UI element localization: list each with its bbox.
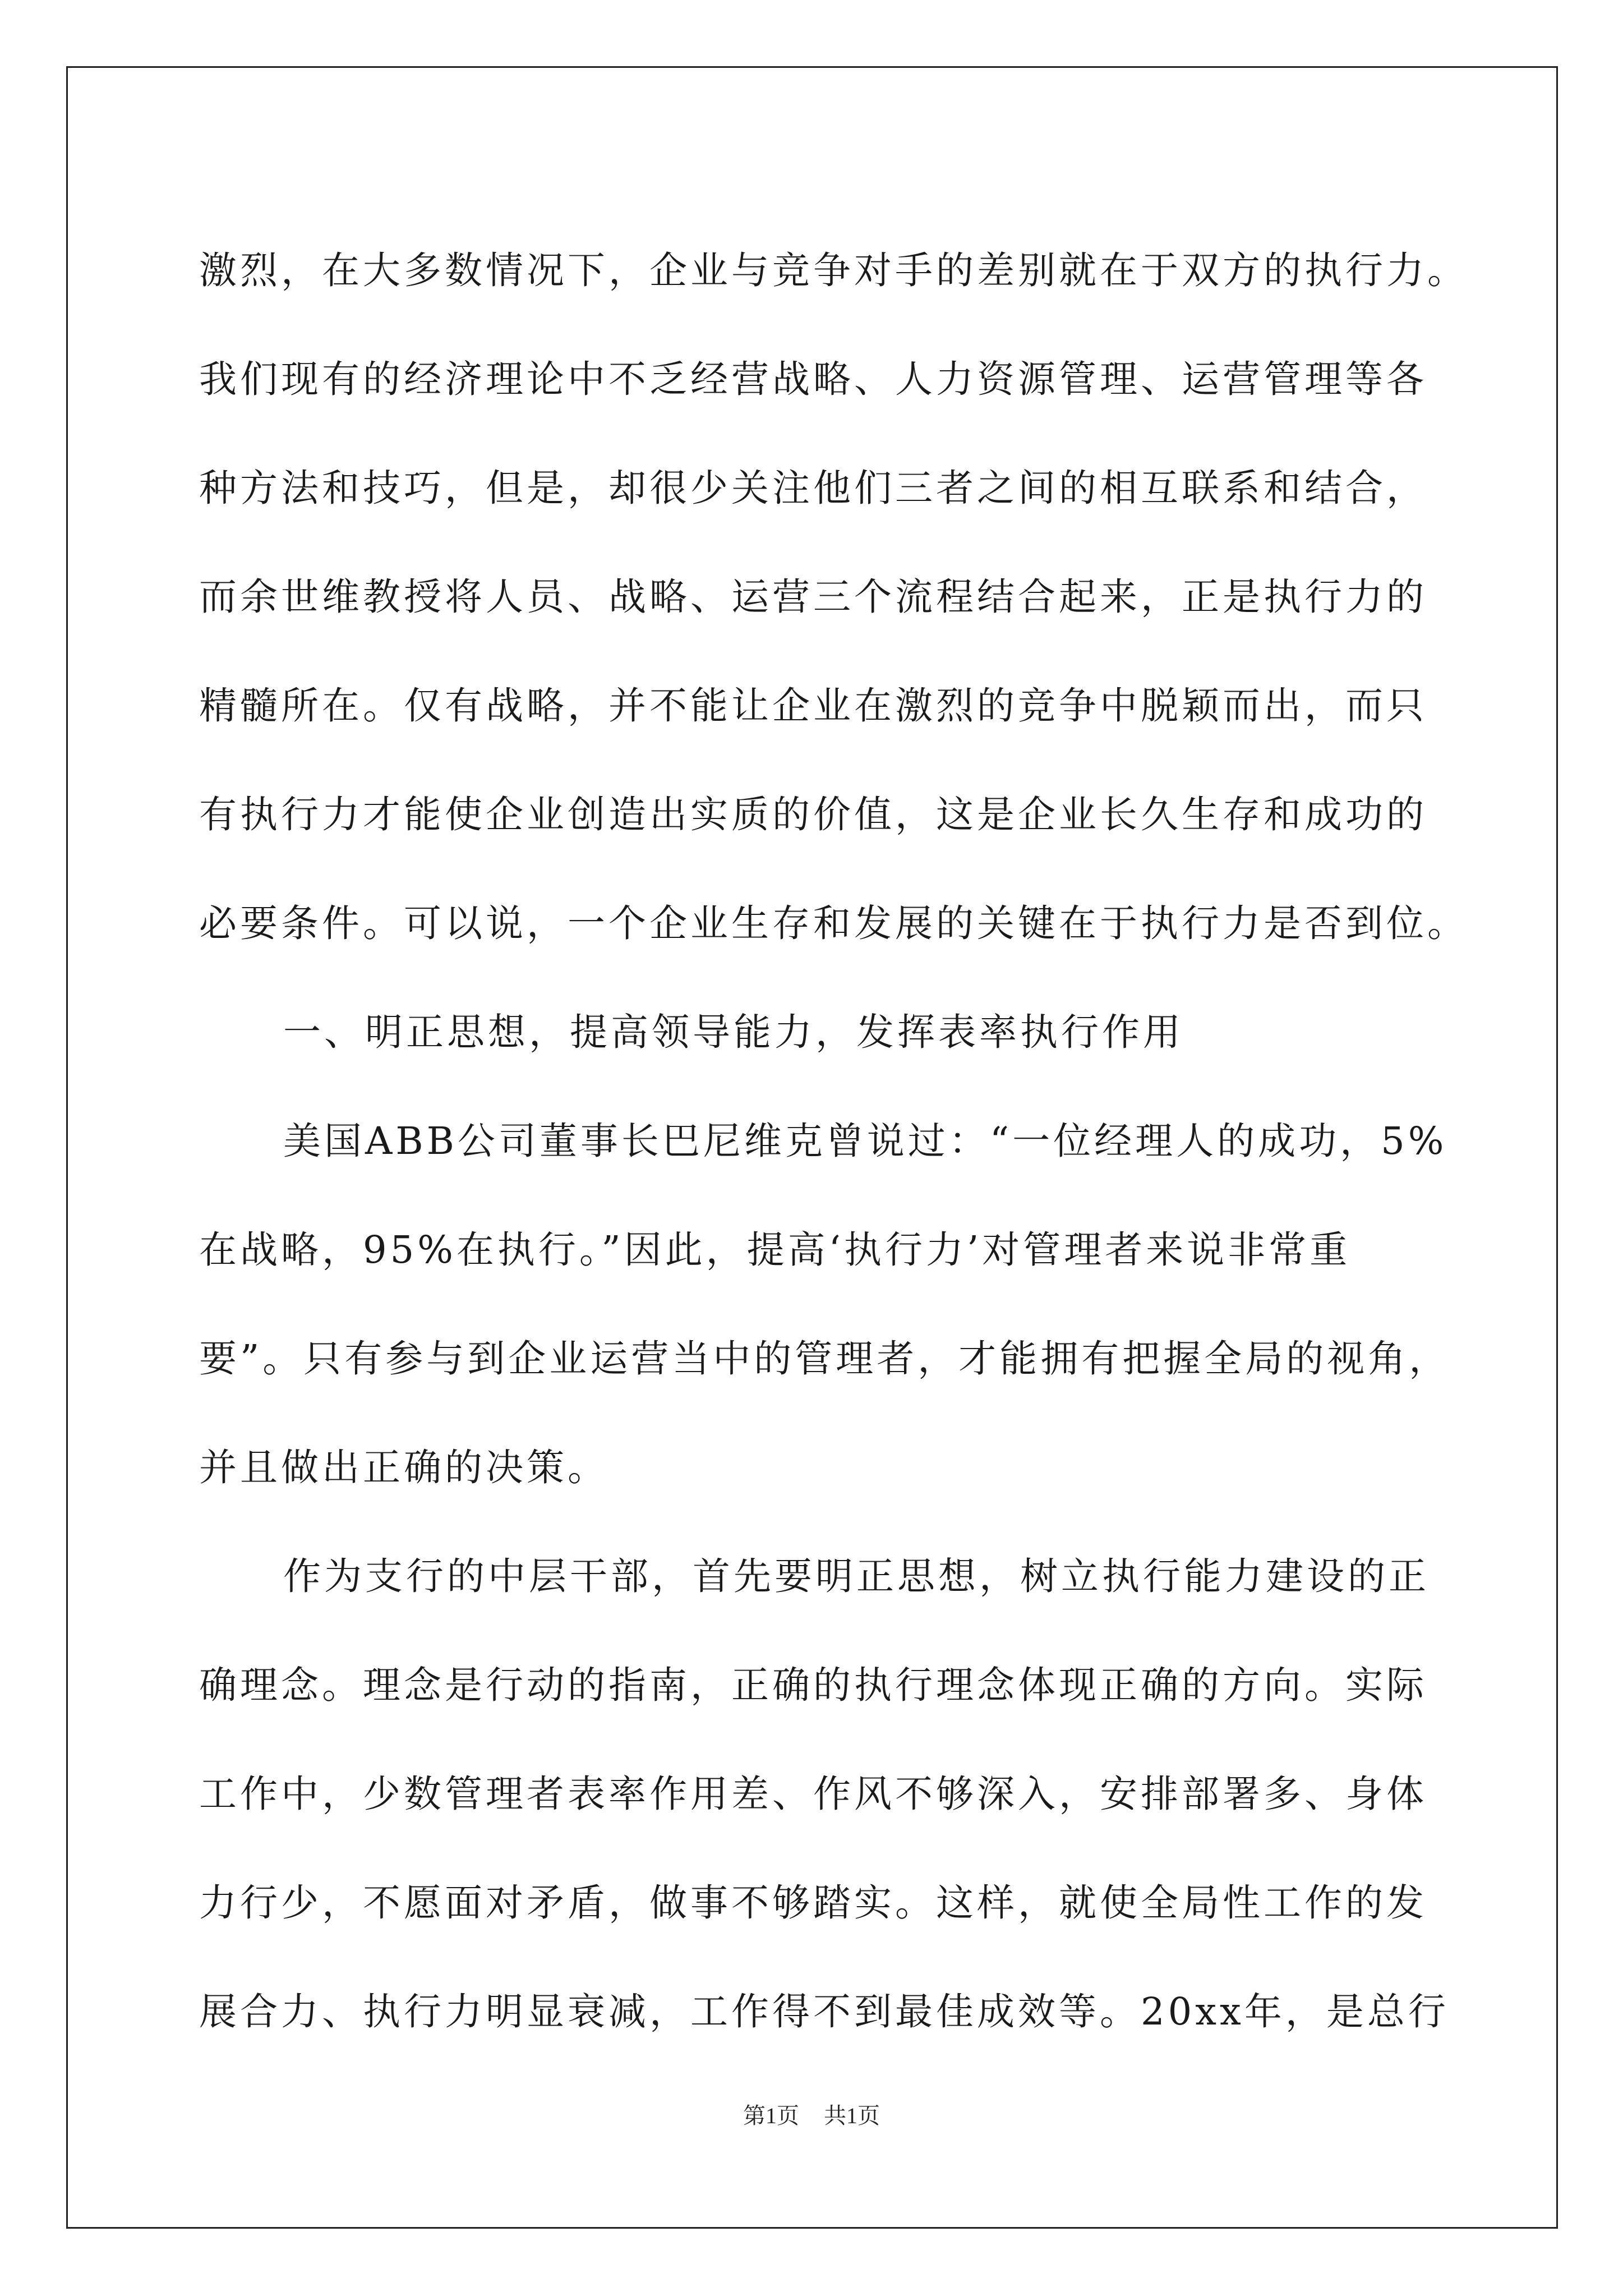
page-footer: [0, 2098, 1623, 2130]
text-line: 有执行力才能使企业创造出实质的价值，这是企业长久生存和成功的: [199, 793, 1427, 836]
page-number: 第1页: [743, 2103, 799, 2128]
text-line: 确理念。理念是行动的指南，正确的执行理念体现正确的方向。实际: [199, 1663, 1427, 1707]
document-body: [199, 216, 1468, 2066]
text-line: 而余世维教授将人员、战略、运营三个流程结合起来，正是执行力的: [199, 575, 1427, 619]
text-line: 激烈，在大多数情况下，企业与竞争对手的差别就在于双方的执行力。: [199, 249, 1468, 292]
text-line: 在战略，95%在执行。”因此，提高‘执行力’对管理者来说非常重: [199, 1228, 1351, 1272]
text-line: 种方法和技巧，但是，却很少关注他们三者之间的相互联系和结合，: [199, 466, 1427, 510]
text-line: 作为支行的中层干部，首先要明正思想，树立执行能力建设的正: [283, 1554, 1430, 1598]
section-heading: 一、明正思想，提高领导能力，发挥表率执行作用: [283, 1010, 1184, 1054]
text-line: 必要条件。可以说，一个企业生存和发展的关键在于执行力是否到位。: [199, 901, 1468, 945]
text-line: 并且做出正确的决策。: [199, 1446, 608, 1489]
text-line: 精髓所在。仅有战略，并不能让企业在激烈的竞争中脱颖而出，而只: [199, 684, 1427, 728]
text-line: 工作中，少数管理者表率作用差、作风不够深入，安排部署多、身体: [199, 1772, 1427, 1816]
text-line: 我们现有的经济理论中不乏经营战略、人力资源管理、运营管理等各: [199, 357, 1427, 401]
text-line: 展合力、执行力明显衰减，工作得不到最佳成效等。20xx年，是总行: [199, 1990, 1449, 2033]
page-total: 共1页: [824, 2103, 880, 2128]
text-line: 美国ABB公司董事长巴尼维克曾说过：“一位经理人的成功，5%: [283, 1119, 1447, 1163]
text-line: 要”。只有参与到企业运营当中的管理者，才能拥有把握全局的视角，: [199, 1337, 1450, 1381]
text-line: 力行少，不愿面对矛盾，做事不够踏实。这样，就使全局性工作的发: [199, 1881, 1427, 1925]
